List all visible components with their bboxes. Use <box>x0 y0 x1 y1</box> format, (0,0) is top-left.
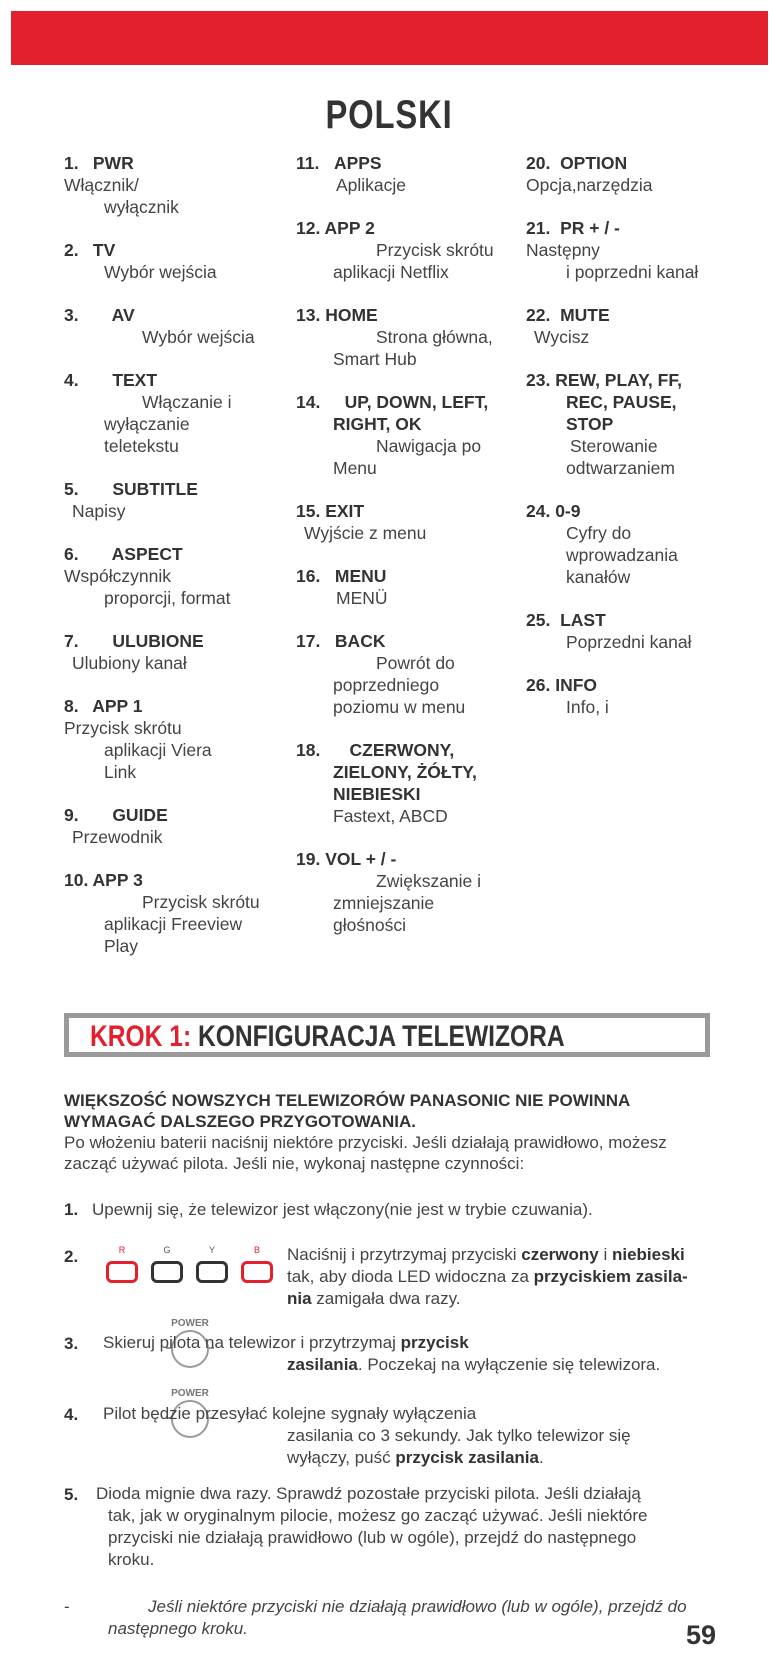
note-text: Jeśli niektóre przyciski nie działają prawidłowo (lub w ogóle), przejdź do następnego kroku. <box>108 1597 687 1638</box>
legend-item: 16. MENU MENÜ <box>296 566 388 608</box>
legend-item: 26. INFO Info, i <box>526 675 609 717</box>
legend-item: 17. BACK Powrót do poprzedniego poziomu w menu <box>296 631 466 717</box>
legend-item: 23. REW, PLAY, FF, REC, PAUSE, STOP Sterowanie odtwarzaniem <box>526 370 682 478</box>
page-title: POLSKI <box>325 93 453 137</box>
legend-item: 10. APP 3 Przycisk skrótu aplikacji Freeview Play <box>64 870 260 956</box>
legend-item: 4. TEXT Włączanie i wyłączanie teletekstu <box>64 370 232 456</box>
legend-item: 25. LAST Poprzedni kanał <box>526 610 692 652</box>
legend-item: 5. SUBTITLE Napisy <box>64 479 198 521</box>
step-4-text: Pilot będzie przesyłać kolejne sygnały wyłączenia zasilania co 3 sekundy. Jak tylko telewizor się wyłączy, puść przycisk zasilania. <box>103 1404 631 1467</box>
step-3-text: Skieruj pilota na telewizor i przytrzymaj przycisk zasilania. Poczekaj na wyłączenie się telewizora. <box>103 1333 661 1374</box>
green-label: G <box>163 1245 171 1255</box>
legend-item: 20. OPTION Opcja,narzędzia <box>526 153 653 195</box>
step-5-text: Dioda mignie dwa razy. Sprawdź pozostałe przyciski pilota. Jeśli działają tak, jak w oryginalnym pilocie, możesz go zacząć używać. Jeśli niektóre przyciski nie działają prawidłowo (lub w ogóle), przejdź do następnego kroku. <box>96 1484 648 1569</box>
legend-item: 6. ASPECT Współczynnik proporcji, format <box>64 544 231 608</box>
step-number: 1. <box>64 1200 79 1219</box>
step-number: 2. <box>64 1247 79 1266</box>
green-button-icon <box>151 1261 183 1283</box>
legend-item: 1. PWR Włącznik/ wyłącznik <box>64 153 179 217</box>
legend-item: 3. AV Wybór wejścia <box>64 305 255 347</box>
page-number: 59 <box>686 1620 717 1650</box>
step-2-text: Naciśnij i przytrzymaj przyciski czerwony i niebieski tak, aby dioda LED widoczna za przyciskiem zasila- nia zamigała dwa razy. <box>287 1245 688 1308</box>
step-number: 4. <box>64 1405 79 1424</box>
legend-item: 7. ULUBIONE Ulubiony kanał <box>64 631 204 673</box>
yellow-label: Y <box>208 1245 215 1255</box>
red-button-icon <box>106 1261 138 1283</box>
step-number: 5. <box>64 1485 79 1504</box>
legend-item: 2. TV Wybór wejścia <box>64 240 217 282</box>
step-number: 3. <box>64 1334 79 1353</box>
legend-column-1 <box>64 152 274 978</box>
blue-button-icon <box>241 1261 273 1283</box>
section-heading: KROK 1: KONFIGURACJA TELEWIZORA <box>90 1020 565 1053</box>
legend-item: 8. APP 1 Przycisk skrótu aplikacji Viera Link <box>64 696 212 782</box>
color-buttons-illustration <box>106 1245 276 1285</box>
power-button-icon: POWER <box>166 1390 214 1438</box>
yellow-button-icon <box>196 1261 228 1283</box>
note-dash: - <box>64 1597 70 1616</box>
red-label: R <box>118 1245 126 1255</box>
legend-item: 18. CZERWONY, ZIELONY, ŻÓŁTY, NIEBIESKI Fastext, ABCD <box>296 740 477 826</box>
step-1-text: Upewnij się, że telewizor jest włączony(nie jest w trybie czuwania). <box>92 1200 593 1219</box>
legend-item: 14. UP, DOWN, LEFT, RIGHT, OK Nawigacja po Menu <box>296 392 489 478</box>
legend-item: 11. APPS Aplikacje <box>296 153 407 195</box>
legend-item: 21. PR + / - Następny i poprzedni kanał <box>526 218 699 282</box>
legend-column-2 <box>296 152 516 957</box>
legend-item: 9. GUIDE Przewodnik <box>64 805 168 847</box>
header-red-bar <box>11 11 768 65</box>
power-button-icon: POWER <box>166 1320 214 1368</box>
legend-item: 19. VOL + / - Zwiększanie i zmniejszanie głośności <box>296 849 482 935</box>
legend-item: 13. HOME Strona główna, Smart Hub <box>296 305 493 369</box>
legend-item: 24. 0-9 Cyfry do wprowadzania kanałów <box>526 501 678 587</box>
legend-column-3 <box>526 152 766 739</box>
intro-text: WIĘKSZOŚĆ NOWSZYCH TELEWIZORÓW PANASONIC NIE POWINNA WYMAGAĆ DALSZEGO PRZYGOTOWANIA. Po włożeniu baterii naciśnij niektóre przyciski. Jeśli działają prawidłowo, możesz zacząć używać pilota. Jeśli nie, wykonaj następne czynności: <box>64 1091 667 1173</box>
legend-item: 12. APP 2 Przycisk skrótu aplikacji Netflix <box>296 218 494 282</box>
legend-item: 22. MUTE Wycisz <box>526 305 610 347</box>
blue-label: B <box>253 1245 260 1255</box>
legend-item: 15. EXIT Wyjście z menu <box>296 501 427 543</box>
